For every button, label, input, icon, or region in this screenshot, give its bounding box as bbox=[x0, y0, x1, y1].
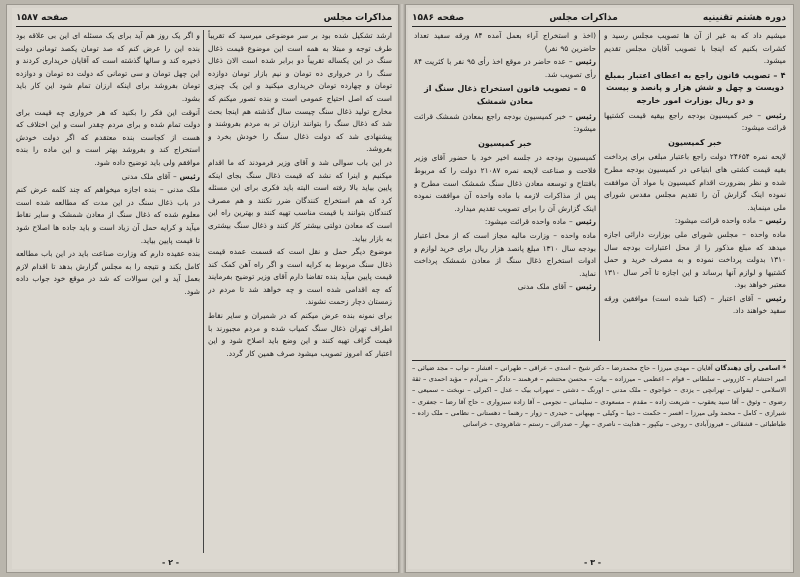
column-divider bbox=[203, 30, 204, 553]
paragraph: میشیم داد که به غیر از آن ها تصویب مجلس رسید و کشرات بکنیم که اینجا با تصویب آقایان مجلس تقدیم میشود. bbox=[604, 31, 786, 66]
right-page bbox=[408, 8, 790, 569]
paragraph: آنوقت این فکر را بکنید که هر خرواری چه قیمت برای دولت تمام شده و برای مردم چقدر است و این اختلاف که هست از کجاست بنده معتقدم که اگر دولت خودش استخراج کند و بفروشد بهتر است و این ماده را بنده موافقم ولی باید توضیح داده شود. bbox=[16, 107, 200, 167]
speaker-name: رئیس bbox=[765, 110, 786, 120]
paragraph: ارشد تشکیل شده بود بر سر موضوعی میرسید که تقریباً طرف توجه و مبتلا به همه است این موضوع قیمت ذغال سنگ در این یکساله تقریباً دو برابر شده است الان ذغال سنگ را در خرواری ده تومان و نیم بازار تومان دوازده تومان و چهارده تومان خریداری میکنید و این یک چیزی است که اصل احتیاج عمومی است و بنده تصور میکنم که مخارج تولید ذغال سنگ چیست سال گذشته هم اینجا بحث شد که ذغال سنگ را بتوانند ارزان تر به مردم بفروشند و پیشنهادی شد که دولت ذغال سنگ را خودش بخرد و بفروشد. bbox=[208, 31, 392, 154]
paragraph: بنده عقیده دارم که وزارت صناعت باید در این باب مطالعه کامل بکند و نتیجه را به مجلس گزارش بدهد تا اقدام لازم بعمل آید و این سوالات که شد در موقع خود جواب داده شود. bbox=[16, 249, 200, 296]
right-page-header bbox=[412, 10, 786, 27]
left-column-2 bbox=[16, 30, 200, 553]
paragraph: لایحه نمره ۲۴۶۵۴ دولت راجع باعتبار مبلغی برای پرداخت بقیه قیمت کشتی های ابتیاعی در کمیسیون بودجه مطرح شده و نظر بضرورت اقدام کمیسیون با مواد آن موافقت نموده اینک گزارش آن را تقدیم مجلس مقدس شورای ملی مینماید. bbox=[604, 152, 786, 212]
right-header-session: دوره هشتم تقنینیه bbox=[702, 13, 786, 23]
left-header-title: مذاکرات مجلس bbox=[323, 13, 392, 23]
section-heading: ۴ – تصویب قانون راجع به اعطای اعتبار بمبلغ دویست و چهل و شش هزار و پانصد و بیست و دو ریال بوزارت امور خارجه bbox=[604, 70, 786, 105]
speaker-text: – عده حاضر در موقع اخذ رأی ۹۵ نفر با کثریت ۸۴ رأی تصویب شد. bbox=[414, 57, 596, 79]
speaker-paragraph bbox=[604, 293, 786, 318]
book-gutter bbox=[398, 4, 406, 573]
left-folio: - ۲ - bbox=[162, 558, 180, 567]
voters-list-title: * اسامی رأی دهندگان bbox=[714, 364, 786, 372]
speaker-text: – آقای ملک مدنی bbox=[121, 171, 180, 181]
speaker-paragraph bbox=[604, 110, 786, 135]
speaker-name: رئیس bbox=[575, 57, 596, 67]
speaker-text: – خبر کمیسیون بودجه راجع بمعادن شمشک قرائت میشود: bbox=[414, 111, 596, 134]
paragraph: ماده واحده – وزارت مالیه مجاز است که از محل اعتبار بودجه سال ۱۳۱۰ مبلغ پانصد هزار ریال برای خرید لوازم و ادوات استخراج ذغال سنگ از معادن شمشک پرداخت نماید. bbox=[414, 230, 596, 278]
paragraph: و اگر یک روز هم آید برای یک مسئله ای این بی علاقه بود بنده این را عرض کنم که صد تومان یکصد تومانی دولت ذخیره کند و سالها گذشته است که آقایان خریداری کردند و این چهل تومان و سی تومانی که دولت ده تومان و دوازده تومان بفروشد برای اینکه ارزان تمام شود این کار باید بشود. bbox=[16, 31, 200, 103]
paragraph: ماده واحده – مجلس شورای ملی بوزارت دارائی اجازه میدهد که مبلغ مذکور را از محل اعتبارات بودجه سال ۱۳۱۰ بدولت پرداخت نموده و به مصرف خرید و حمل کشتیها و لوازم آنها برساند و این اجازه تا آخر سال ۱۳۱۰ معتبر خواهد بود. bbox=[604, 229, 786, 290]
speaker-name: رئیس bbox=[575, 111, 596, 121]
right-header-title: مذاکرات مجلس bbox=[549, 13, 618, 23]
speaker-text: – ماده واحده قرائت میشود: bbox=[484, 217, 576, 227]
left-column-1 bbox=[208, 30, 392, 553]
section-heading: خبر کمیسیون bbox=[478, 138, 532, 148]
speaker-name: رئیس bbox=[179, 171, 200, 181]
column-divider bbox=[599, 30, 600, 341]
left-page bbox=[12, 8, 396, 569]
paragraph: (اخذ و استخراج آراء بعمل آمده ۸۴ ورقه سفید تعداد حاضرین ۹۵ نفر) bbox=[414, 31, 596, 53]
voters-list bbox=[412, 360, 786, 553]
paragraph: موضوع دیگر حمل و نقل است که قسمت عمده قیمت ذغال سنگ مربوط به کرایه است و اگر راه آهن کمک کند قیمت پایین میآید بنده تقاضا دارم آقای وزیر توضیح بفرمایند که چه اقدامی شده است و چه خواهد شد تا مردم در زمستان دچار زحمت نشوند. bbox=[208, 247, 392, 307]
speaker-name: رئیس bbox=[575, 217, 596, 227]
right-column-2 bbox=[414, 30, 596, 341]
speaker-name: رئیس bbox=[765, 216, 786, 226]
paragraph: در این باب سوالی شد و آقای وزیر فرمودند که ما اقدام میکنیم و اینرا که نشد که قیمت ذغال سنگ بجای اینکه پایین بیاید بالا رفته است البته باید فکری برای این مسئله کرد که هم استخراج کنندگان ضرر نکنند و هم مصرف کنندگان بتوانند با قیمت مناسب تهیه کنند و بهترین راه این است که معادن دولتی بیشتر کار کنند و ذغال سنگ بیشتری به بازار بیاید. bbox=[208, 157, 392, 243]
speaker-paragraph bbox=[16, 171, 200, 184]
section-heading: خبر کمیسیون bbox=[668, 137, 722, 147]
speaker-paragraph bbox=[414, 216, 596, 229]
speaker-paragraph bbox=[414, 111, 596, 136]
speaker-text: – آقای اعتبار – (کتبا شده است) موافقین ورقه سفید خواهند داد. bbox=[604, 293, 786, 316]
right-header-page-number: صفحه ۱۵۸۶ bbox=[412, 13, 465, 23]
paragraph: برای نمونه بنده عرض میکنم که در شمیران و سایر نقاط اطراف تهران ذغال سنگ کمیاب شده و مردم مجبورند با قیمت گزاف تهیه کنند و این وضع باید اصلاح شود و این اعتبار که امروز تصویب میشود صرف همین کار گردد. bbox=[208, 311, 392, 358]
voters-list-names: آقایان – مهدی میرزا – حاج محمدرضا – دکتر شیخ – اسدی – عراقی – طهرانی – افشار – نواب – مجد ضیائی – امیر احتشام – کازرونی – سلطانی – قوام – اعظمی – میرزاده – بیات – محسن محتشم – فرهمند – دادگر – بنی‌آدم – مؤید احمدی – ثقة الاسلامی – لیقوانی – تهرانچی – یزدی – خواجوی – ملک مدنی – اورنگ – دشتی – سهراب بیک – عدل – اکبرلی – نوبخت – سمیعی – رضوی – وثوق – آقا سید یعقوب – شریعت زاده – مقدم – مسعودی – سلیمانی – نجومی – آقا زاده سبزواری – حاج آقا رضا – جعفری – شیرازی – کامل – محمد ولی میرزا – افسر – حکمت – دیبا – وکیلی – بهبهانی – حیدری – زوار – رهنما – دهستانی – نظامی – ملک زاده – طباطبائی – قشقائی – فیروزآبادی – روحی – نیکپور – هدایت – ناصری – بهار – صدرائی – رستم – شاهرودی – خراسانی bbox=[412, 364, 786, 429]
speaker-paragraph bbox=[604, 215, 786, 228]
left-header-page-number: صفحه ۱۵۸۷ bbox=[16, 13, 69, 23]
left-page-header bbox=[16, 10, 392, 27]
right-column-1 bbox=[604, 30, 786, 341]
right-folio: - ۳ - bbox=[584, 558, 602, 567]
speaker-paragraph bbox=[414, 281, 596, 294]
paragraph: ملک مدنی – بنده اجازه میخواهم که چند کلمه عرض کنم در باب ذغال سنگ در این مدت که مطالعه شده است معلوم شده که ذغال سنگ از معادن شمشک و سایر نقاط میآید و کرایه حمل آن زیاد است و باید جاده ها اصلاح شود تا قیمت پایین بیاید. bbox=[16, 185, 200, 245]
speaker-text: – ماده واحده قرائت میشود: bbox=[674, 216, 766, 226]
book-spread bbox=[6, 4, 794, 573]
section-heading: ۵ – تصویب قانون استخراج ذغال سنگ از معادن شمشک bbox=[424, 84, 586, 106]
speaker-paragraph bbox=[414, 56, 596, 81]
paragraph: کمیسیون بودجه در جلسه اخیر خود با حضور آقای وزیر فلاحت و صناعت لایحه نمره ۲۱۰۸۷ دولت را که مربوط بافتتاح و توسعه معادن ذغال سنگ شمشک است مطرح و پس از مذاکرات لازمه با ماده واحده آن موافقت نموده اینک گزارش آن را برای تصویب تقدیم میدارد. bbox=[414, 153, 596, 213]
speaker-name: رئیس bbox=[575, 282, 596, 292]
speaker-name: رئیس bbox=[765, 293, 786, 303]
speaker-text: – آقای ملک مدنی bbox=[517, 282, 576, 292]
speaker-text: – خبر کمیسیون بودجه راجع بیقیه قیمت کشتیها قرائت میشود: bbox=[604, 110, 786, 133]
